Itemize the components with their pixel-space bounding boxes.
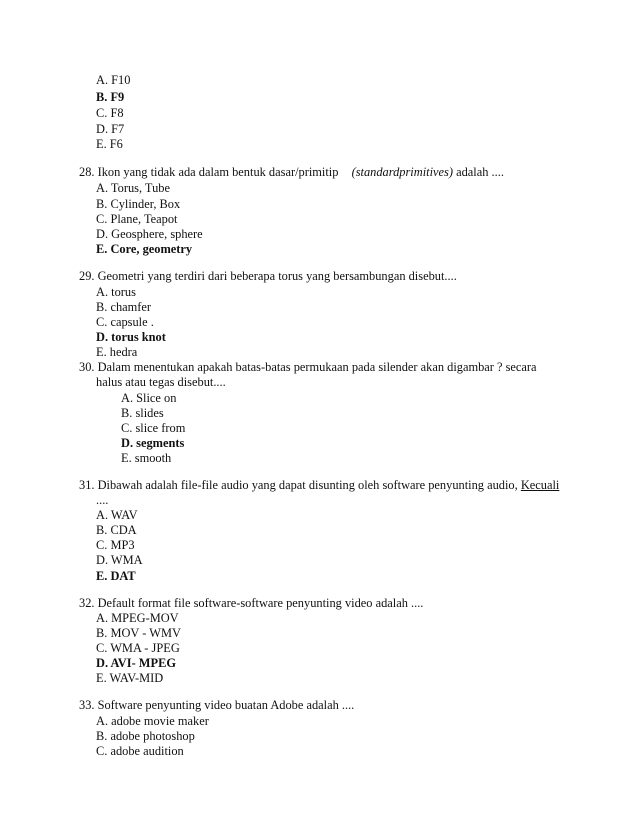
- q29-option-a: A. torus: [96, 285, 136, 299]
- q28-question: [79, 165, 504, 179]
- q28-option-c: C. Plane, Teapot: [96, 212, 178, 226]
- q28-option-a: A. Torus, Tube: [96, 181, 170, 195]
- q30-question-line2: halus atau tegas disebut....: [96, 375, 226, 389]
- q27-option-c: C. F8: [96, 106, 124, 120]
- q32-option-b: B. MOV - WMV: [96, 626, 181, 640]
- q33-option-c: C. adobe audition: [96, 744, 184, 758]
- q27-option-a: A. F10: [96, 73, 131, 87]
- q32-option-d-answer: D. AVI- MPEG: [96, 656, 176, 670]
- q32-question: 32. Default format file software-software penyunting video adalah ....: [79, 596, 424, 610]
- q29-option-b: B. chamfer: [96, 300, 152, 314]
- q30-option-a: A. Slice on: [121, 391, 177, 405]
- q28-question-end: adalah ....: [456, 165, 504, 179]
- q30-option-d-answer: D. segments: [121, 436, 185, 450]
- q32-option-e: E. WAV-MID: [96, 671, 164, 685]
- q29-option-c: C. capsule .: [96, 315, 154, 329]
- q33-option-a: A. adobe movie maker: [96, 714, 209, 728]
- q27-option-d: D. F7: [96, 122, 125, 136]
- q27-option-b-answer: B. F9: [96, 90, 125, 104]
- q31-question-line2: ....: [96, 493, 109, 507]
- q31-question: [79, 478, 559, 492]
- q31-option-d: D. WMA: [96, 553, 143, 567]
- q31-option-b: B. CDA: [96, 523, 137, 537]
- q32-option-c: C. WMA - JPEG: [96, 641, 180, 655]
- q30-question-line1: 30. Dalam menentukan apakah batas-batas permukaan pada silender akan digambar ? secara: [79, 360, 537, 374]
- q28-option-e-answer: E. Core, geometry: [96, 242, 193, 256]
- q30-option-b: B. slides: [121, 406, 164, 420]
- q30-option-c: C. slice from: [121, 421, 186, 435]
- q29-option-e: E. hedra: [96, 345, 138, 359]
- q31-question-text: 31. Dibawah adalah file-file audio yang dapat disunting oleh software penyunting audio,: [79, 478, 518, 492]
- q29-option-d-answer: D. torus knot: [96, 330, 166, 344]
- q28-question-text: 28. Ikon yang tidak ada dalam bentuk dasar/primitip: [79, 165, 339, 179]
- q30-option-e: E. smooth: [121, 451, 172, 465]
- q27-option-e: E. F6: [96, 137, 123, 151]
- q28-question-italic: (standardprimitives): [351, 165, 453, 179]
- q28-option-b: B. Cylinder, Box: [96, 197, 181, 211]
- q29-question: 29. Geometri yang terdiri dari beberapa torus yang bersambungan disebut....: [79, 269, 457, 283]
- q33-question: 33. Software penyunting video buatan Adobe adalah ....: [79, 698, 355, 712]
- q31-option-c: C. MP3: [96, 538, 135, 552]
- q28-option-d: D. Geosphere, sphere: [96, 227, 203, 241]
- q32-option-a: A. MPEG-MOV: [96, 611, 179, 625]
- q31-option-e-answer: E. DAT: [96, 569, 136, 583]
- q31-question-kecuali: Kecuali: [520, 478, 560, 492]
- q33-option-b: B. adobe photoshop: [96, 729, 195, 743]
- q31-option-a: A. WAV: [96, 508, 138, 522]
